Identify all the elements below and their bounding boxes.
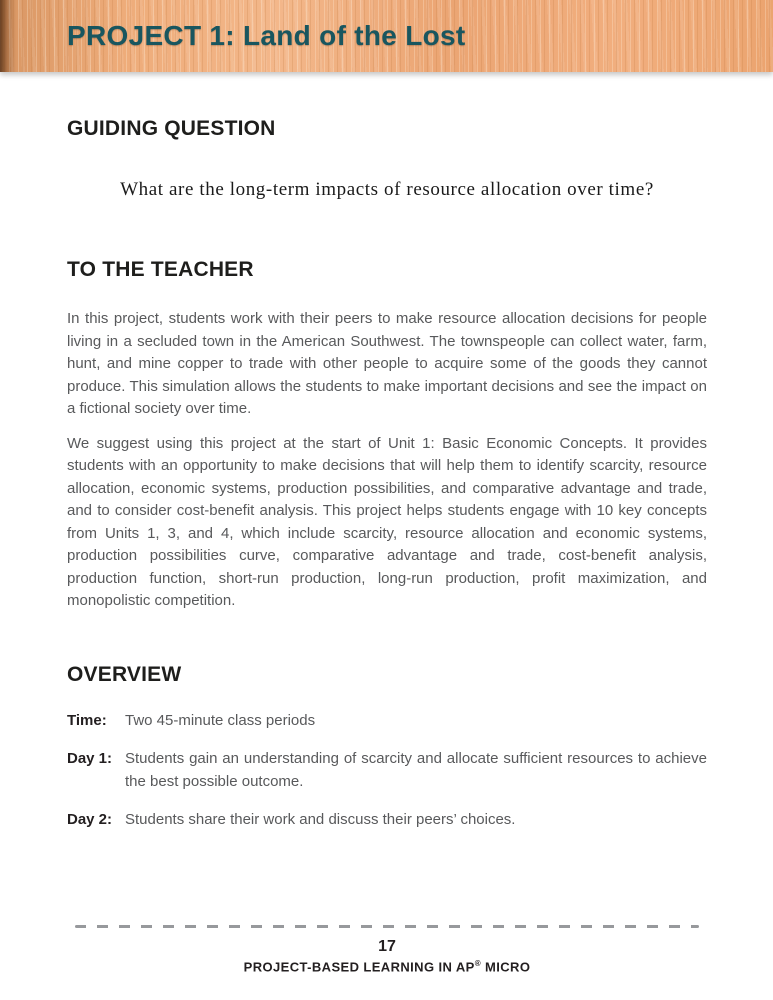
teacher-paragraph-1: In this project, students work with their peers to make resource allocation decisions for people living in a secluded town in the American Southwest. The townspeople can collect water, farm, hunt, and mine copper to trade with other people to acquire some of the goods they cannot produce. This simulation allows the students to make important decisions and see the impact on a fictional society over time.: [67, 310, 707, 417]
guiding-question-text: What are the long-term impacts of resource allocation over time?: [120, 179, 654, 200]
page-content: [0, 117, 773, 831]
dashed-divider: [75, 925, 699, 928]
overview-row-day1: [67, 747, 707, 793]
overview-row-time: [67, 709, 707, 732]
overview-day2-value: Students share their work and discuss their peers’ choices.: [125, 810, 516, 828]
overview-time-label: Time:: [67, 711, 107, 729]
book-title: [67, 959, 707, 974]
page-number: 17: [378, 937, 396, 955]
page-footer: [67, 925, 707, 974]
book-title-suffix: MICRO: [480, 959, 531, 974]
teacher-paragraph-2: We suggest using this project at the start of Unit 1: Basic Economic Concepts. It provides students with an opportunity to make decisions that will help them to identify scarcity, resource allocation, economic systems, production possibilities, and comparative advantage and trade, and to consider cost-benefit analysis. This project helps students engage with 10 key concepts from Units 1, 3, and 4, which include scarcity, resource allocation and economic systems, production possibilities curve, comparative advantage and trade, cost-benefit analysis, production function, short-run production, long-run production, profit maximization, and monopolistic competition.: [67, 434, 707, 609]
overview-day1-value: Students gain an understanding of scarcity and allocate sufficient resources to achieve the best possible outcome.: [125, 749, 707, 790]
overview-row-day2: [67, 808, 707, 831]
overview-day2-label: Day 2:: [67, 810, 113, 828]
overview-day1-label: Day 1:: [67, 749, 113, 767]
overview-heading: OVERVIEW: [67, 662, 182, 686]
chapter-header-band: [0, 0, 773, 72]
overview-time-value: Two 45-minute class periods: [125, 711, 316, 729]
book-title-text: PROJECT-BASED LEARNING IN AP: [243, 959, 475, 974]
to-the-teacher-heading: TO THE TEACHER: [67, 258, 254, 281]
registered-mark: ®: [474, 958, 481, 968]
guiding-question-heading: GUIDING QUESTION: [67, 117, 276, 140]
chapter-title: PROJECT 1: Land of the Lost: [67, 20, 466, 51]
